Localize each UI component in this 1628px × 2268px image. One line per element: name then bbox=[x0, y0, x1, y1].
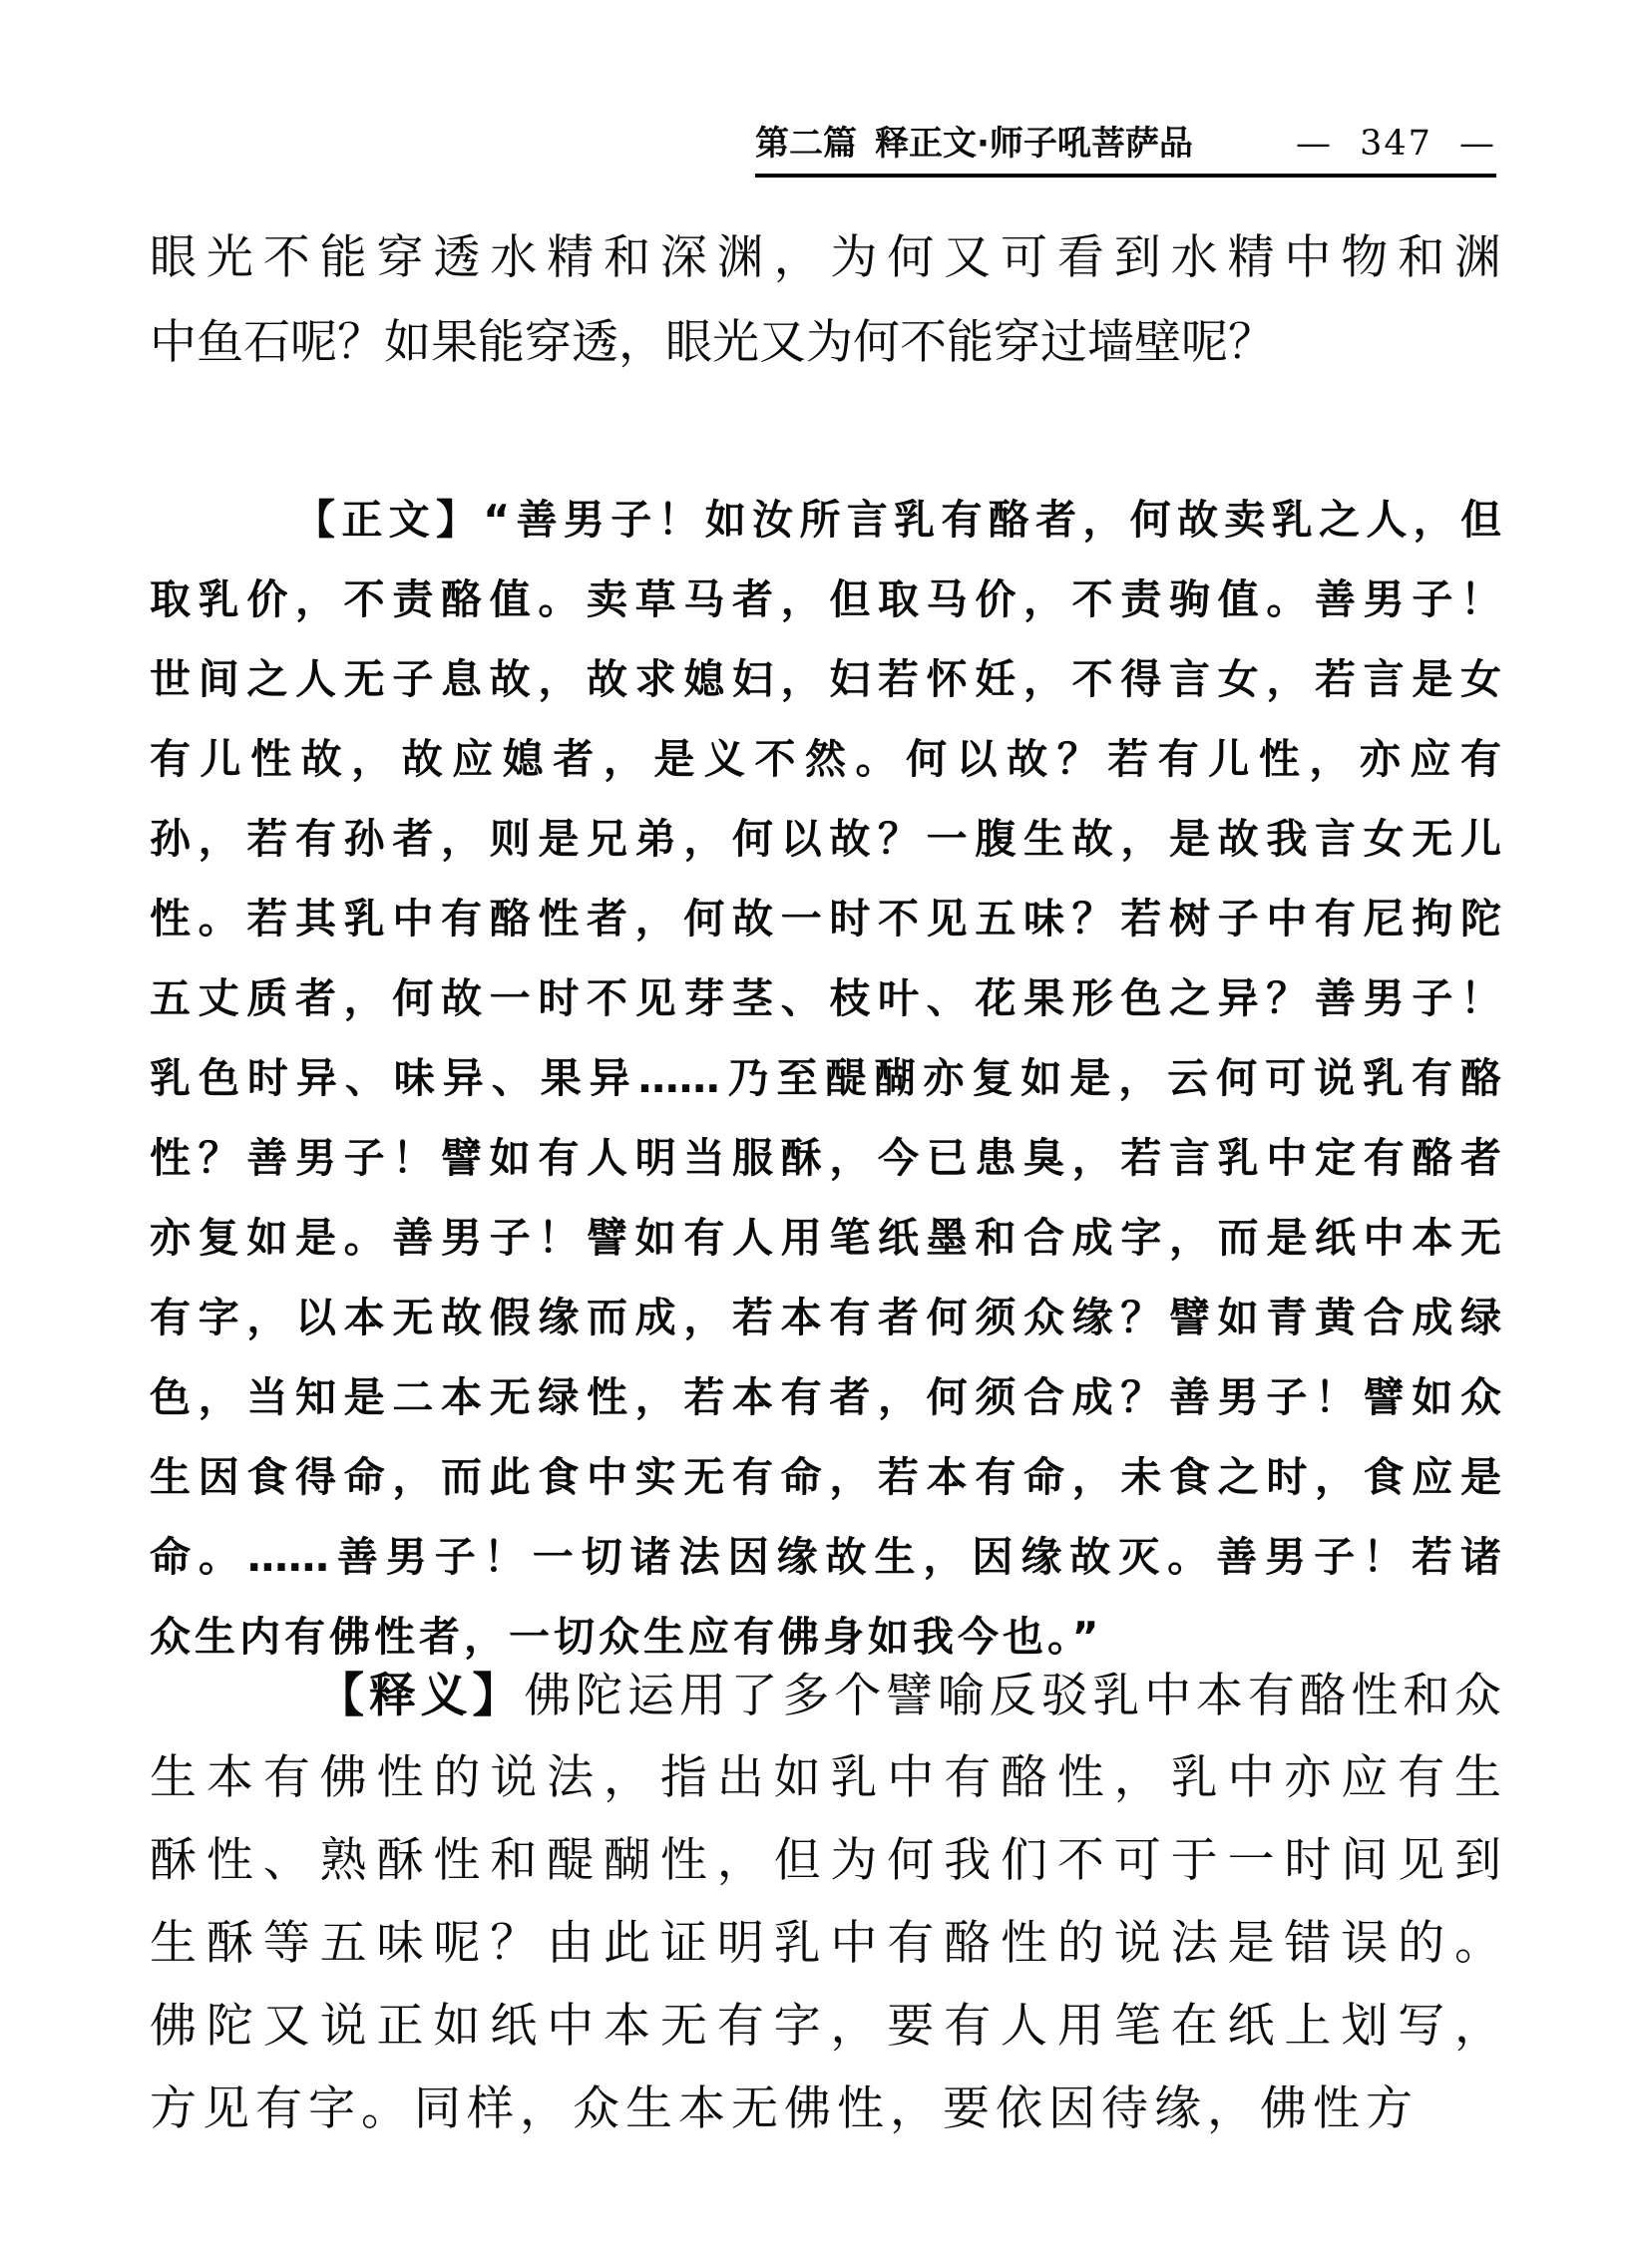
text-line: 有字，以本无故假缘而成，若本有者何须众缘？譬如青黄合成绿 bbox=[150, 1294, 1501, 1341]
zhengwen-label: 【正文】 bbox=[294, 496, 484, 544]
text-line: 取乳价，不责酪值。卖草马者，但取马价，不责驹值。善男子！ bbox=[150, 575, 1501, 623]
text-line: 生酥等五味呢？由此证明乳中有酪性的说法是错误的。 bbox=[150, 1918, 1501, 1970]
header-title-group bbox=[755, 124, 1193, 164]
text-line: 酥性、熟酥性和醍醐性，但为何我们不可于一时间见到 bbox=[150, 1835, 1501, 1887]
text-line: 五丈质者，何故一时不见芽茎、枝叶、花果形色之异？善男子！ bbox=[150, 974, 1501, 1022]
text-line: 中鱼石呢？如果能穿透，眼光又为何不能穿过墙壁呢？ bbox=[150, 317, 1275, 369]
text-line bbox=[150, 1655, 1501, 1737]
text-line: 佛陀又说正如纸中本无有字，要有人用笔在纸上划写， bbox=[150, 2001, 1501, 2053]
chapter-title: 释正文·师子吼菩萨品 bbox=[875, 124, 1193, 164]
text-line: 色，当知是二本无绿性，若本有者，何须合成？善男子！譬如众 bbox=[150, 1373, 1501, 1421]
text-line: 世间之人无子息故，故求媳妇，妇若怀妊，不得言女，若言是女 bbox=[150, 655, 1501, 703]
shiyi-lines bbox=[150, 1737, 1501, 2151]
page-header bbox=[755, 124, 1496, 178]
text-line: 生本有佛性的说法，指出如乳中有酪性，乳中亦应有生 bbox=[150, 1752, 1501, 1804]
shiyi-first-line-text: 佛陀运用了多个譬喻反驳乳中本有酪性和众 bbox=[524, 1671, 1501, 1722]
text-line: 方见有字。同样，众生本无佛性，要依因待缘，佛性方 bbox=[150, 2083, 1419, 2135]
text-line: 有儿性故，故应媳者，是义不然。何以故？若有儿性，亦应有 bbox=[150, 735, 1501, 783]
text-line: 孙，若有孙者，则是兄弟，何以故？一腹生故，是故我言女无儿 bbox=[150, 815, 1501, 863]
zhengwen-paragraph bbox=[150, 480, 1501, 1677]
text-line: 众生内有佛性者，一切众生应有佛身如我今也。” bbox=[150, 1613, 1103, 1661]
text-line: 性？善男子！譬如有人明当服酥，今已患臭，若言乳中定有酪者 bbox=[150, 1134, 1501, 1182]
text-line: 命。……善男子！一切诸法因缘故生，因缘故灭。善男子！若诸 bbox=[150, 1533, 1501, 1581]
section-label: 第二篇 bbox=[755, 124, 857, 164]
text-line: 生因食得命，而此食中实无有命，若本有命，未食之时，食应是 bbox=[150, 1453, 1501, 1501]
text-line: 眼光不能穿透水精和深渊，为何又可看到水精中物和渊 bbox=[150, 232, 1501, 284]
text-line: 乳色时异、味异、果异……乃至醍醐亦复如是，云何可说乳有酪 bbox=[150, 1054, 1501, 1102]
text-line bbox=[150, 480, 1501, 560]
paragraph-continuation bbox=[150, 216, 1501, 386]
text-line: 性。若其乳中有酪性者，何故一时不见五味？若树子中有尼拘陀 bbox=[150, 895, 1501, 943]
shiyi-label: 【释义】 bbox=[317, 1669, 525, 1723]
shiyi-paragraph bbox=[150, 1655, 1501, 2151]
page-number: — 347 — bbox=[1295, 124, 1496, 164]
zhengwen-first-line-text: “善男子！如汝所言乳有酪者，何故卖乳之人，但 bbox=[483, 496, 1501, 544]
zhengwen-lines bbox=[150, 560, 1501, 1677]
text-line: 亦复如是。善男子！譬如有人用笔纸墨和合成字，而是纸中本无 bbox=[150, 1214, 1501, 1262]
